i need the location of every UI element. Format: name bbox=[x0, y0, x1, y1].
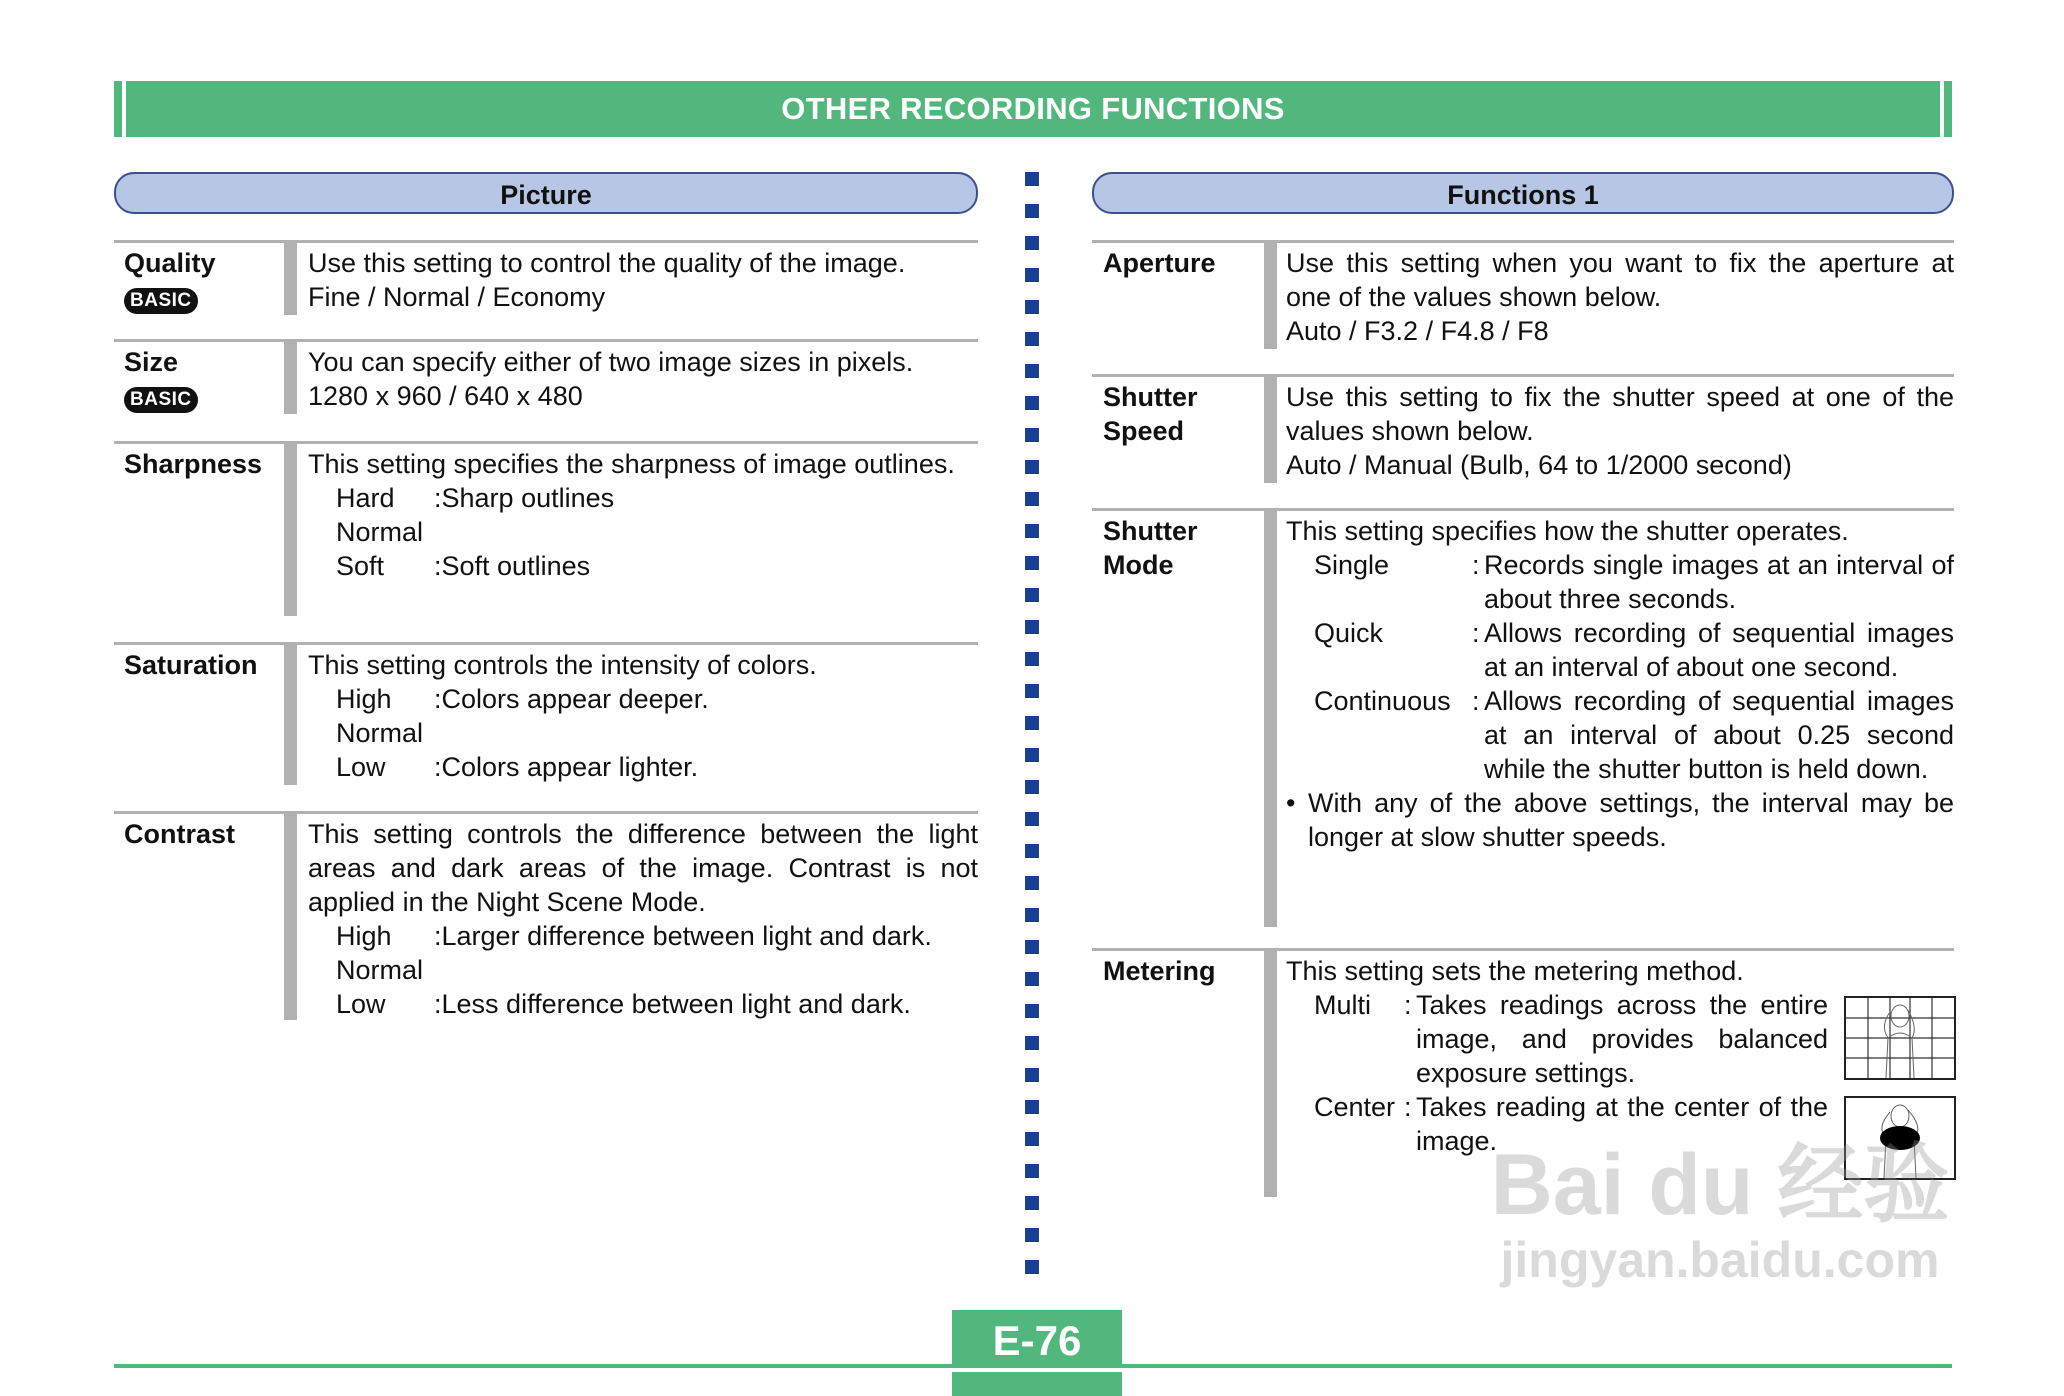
option-row: Quick : Allows recording of sequential images at an interval of about one second. bbox=[1314, 618, 1954, 682]
row-bar bbox=[284, 444, 297, 616]
setting-term: Shutter Speed bbox=[1103, 382, 1198, 446]
setting-term: Quality BASIC bbox=[124, 246, 216, 314]
option-row: Low : Colors appear lighter. bbox=[336, 752, 699, 782]
option-row: Low : Less difference between light and dark. bbox=[336, 989, 911, 1019]
row-rule bbox=[114, 240, 978, 243]
setting-shutter-speed bbox=[1092, 374, 1954, 486]
option-row: Normal bbox=[336, 718, 424, 748]
option-row: Single : Records single images at an interval of about three seconds. bbox=[1314, 550, 1954, 614]
setting-description: This setting controls the difference between the light areas and dark areas of the image. Contrast is not applied in the Night Scene Mode. High : Larger difference between light and dark. Normal Low : Less difference between light and dark. bbox=[308, 819, 978, 1019]
row-bar bbox=[284, 243, 297, 315]
setting-quality bbox=[114, 240, 978, 318]
row-bar bbox=[1264, 243, 1277, 349]
option-row: Soft : Soft outlines bbox=[336, 551, 591, 581]
option-row: Normal bbox=[336, 517, 424, 547]
column-separator bbox=[1025, 172, 1039, 1292]
row-bar bbox=[1264, 377, 1277, 483]
setting-term: Size BASIC bbox=[124, 345, 198, 413]
row-rule bbox=[1092, 374, 1954, 377]
section-title-functions: Functions 1 bbox=[1092, 172, 1954, 214]
chapter-header-bar bbox=[114, 81, 1952, 137]
setting-term: Shutter Mode bbox=[1103, 516, 1198, 580]
setting-size bbox=[114, 339, 978, 417]
setting-term: Contrast bbox=[124, 819, 236, 849]
setting-description: Use this setting to control the quality of the image. Fine / Normal / Economy bbox=[308, 248, 906, 312]
multi-grid-figure bbox=[1846, 998, 1954, 1078]
row-rule bbox=[114, 642, 978, 645]
note-bullet: • With any of the above settings, the interval may be longer at slow shutter speeds. bbox=[1286, 788, 1954, 852]
watermark: Bai du 经验 jingyan.baidu.com bbox=[1490, 1137, 1950, 1288]
setting-term: Sharpness bbox=[124, 449, 263, 479]
setting-aperture bbox=[1092, 240, 1954, 352]
option-row: High : Colors appear deeper. bbox=[336, 684, 709, 714]
setting-saturation bbox=[114, 642, 978, 788]
page-box-stripe bbox=[952, 1368, 1122, 1372]
row-bar bbox=[284, 814, 297, 1020]
setting-term: Metering bbox=[1103, 956, 1216, 986]
setting-description: This setting sets the metering method. Multi : Takes readings across the entire image, and provides balanced exposure settings. Center : Takes reading at the center of the image. bbox=[1286, 956, 1828, 1156]
page-number: E-76 bbox=[992, 1317, 1082, 1364]
row-bar bbox=[1264, 511, 1277, 927]
setting-sharpness bbox=[114, 441, 978, 619]
setting-shutter-mode bbox=[1092, 508, 1954, 928]
chapter-title: OTHER RECORDING FUNCTIONS bbox=[781, 91, 1285, 126]
setting-description: Use this setting when you want to fix the aperture at one of the values shown below. Auto / F3.2 / F4.8 / F8 bbox=[1286, 248, 1954, 346]
row-rule bbox=[1092, 240, 1954, 243]
setting-description: This setting specifies how the shutter operates. Single : Records single images at an interval of about three seconds. Quick : Allows recording of sequential images at an interval of about one second. Continuous : Allows recording of sequential images at an interval of about 0.25 second while the shutter button is held down. • With any of the above settings, the interval may be longer at slow shutter speeds. bbox=[1286, 516, 1954, 852]
option-row: Normal bbox=[336, 955, 424, 985]
row-rule bbox=[114, 339, 978, 342]
setting-description: This setting specifies the sharpness of image outlines. Hard : Sharp outlines Normal Soft : Soft outlines bbox=[308, 447, 978, 583]
row-rule bbox=[114, 441, 978, 444]
setting-contrast bbox=[114, 811, 978, 1021]
setting-description: Use this setting to fix the shutter speed at one of the values shown below. Auto / Manual (Bulb, 64 to 1/2000 second) bbox=[1286, 382, 1954, 480]
option-row: Hard : Sharp outlines bbox=[336, 483, 615, 513]
row-bar bbox=[1264, 951, 1277, 1197]
row-rule bbox=[1092, 948, 1954, 951]
row-rule bbox=[114, 811, 978, 814]
setting-description: You can specify either of two image sizes in pixels. 1280 x 960 / 640 x 480 bbox=[308, 347, 914, 411]
setting-term: Saturation bbox=[124, 650, 258, 680]
setting-description: This setting controls the intensity of colors. High : Colors appear deeper. Normal Low : Colors appear lighter. bbox=[308, 648, 978, 784]
basic-badge: BASIC bbox=[124, 387, 198, 413]
section-title-picture: Picture bbox=[114, 172, 978, 214]
option-row: High : Larger difference between light and dark. bbox=[336, 921, 932, 951]
option-row: Multi : Takes readings across the entire image, and provides balanced exposure settings. bbox=[1314, 990, 1828, 1088]
basic-badge: BASIC bbox=[124, 288, 198, 314]
setting-term: Aperture bbox=[1103, 248, 1216, 278]
row-rule bbox=[1092, 508, 1954, 511]
multi-metering-illustration bbox=[1844, 996, 1956, 1080]
page-number-box bbox=[952, 1310, 1122, 1396]
option-row: Center : Takes reading at the center of the image. bbox=[1314, 1092, 1828, 1156]
option-row: Continuous : Allows recording of sequential images at an interval of about 0.25 second while the shutter button is held down. bbox=[1314, 686, 1954, 784]
row-bar bbox=[284, 342, 297, 414]
row-bar bbox=[284, 645, 297, 785]
